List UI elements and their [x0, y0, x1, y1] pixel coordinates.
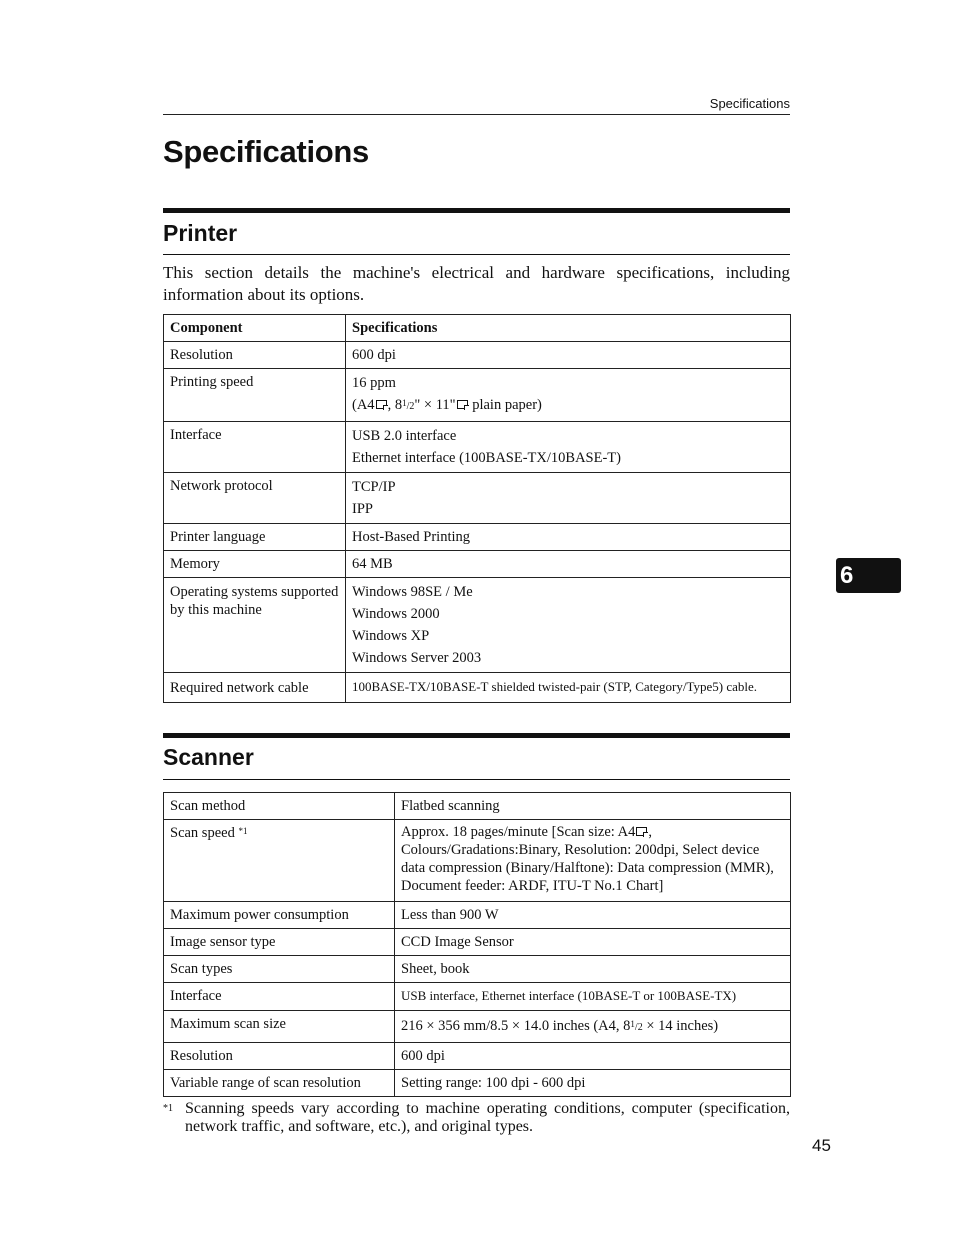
paper-feed-direction-icon: [457, 400, 468, 409]
spec-cell: [395, 1011, 791, 1043]
scanner-spec-table: [163, 792, 791, 1097]
spec-cell: Flatbed scanning: [395, 793, 791, 820]
spec-line: Windows 2000: [352, 606, 440, 622]
component-cell: Resolution: [164, 1043, 395, 1070]
spec-text: (A4: [352, 397, 375, 413]
printer-heading: Printer: [163, 220, 238, 246]
table-header-row: [164, 315, 791, 342]
table-row: [164, 369, 791, 422]
spec-line: IPP: [352, 501, 373, 517]
component-cell: Resolution: [164, 342, 346, 369]
fraction-numerator: 1: [630, 1019, 635, 1029]
spec-text: " × 11": [414, 397, 456, 413]
table-row: [164, 551, 791, 578]
table-row: [164, 524, 791, 551]
table-row: [164, 473, 791, 524]
spec-cell: [346, 369, 791, 422]
spec-cell: 100BASE-TX/10BASE-T shielded twisted-pair (STP, Category/Type5) cable.: [346, 673, 791, 703]
spec-cell: Host-Based Printing: [346, 524, 791, 551]
paper-feed-direction-icon: [636, 827, 647, 836]
table-row: [164, 578, 791, 673]
scanner-heading: Scanner: [163, 744, 254, 770]
spec-cell: Less than 900 W: [395, 902, 791, 929]
footnote-reference: *1: [238, 826, 248, 836]
spec-line: Windows XP: [352, 628, 430, 644]
spec-line: Windows 98SE / Me: [352, 584, 473, 600]
table-row: [164, 673, 791, 703]
printer-section-rule-top: [163, 208, 790, 213]
spec-cell: 600 dpi: [395, 1043, 791, 1070]
spec-cell: [346, 578, 791, 673]
spec-line: 16 ppm: [352, 375, 396, 391]
spec-cell: [346, 473, 791, 524]
component-cell: Maximum scan size: [164, 1011, 395, 1043]
fraction-denominator: /2: [406, 401, 415, 412]
header-rule: [163, 114, 790, 115]
spec-line: USB 2.0 interface: [352, 428, 457, 444]
component-text: Scan speed: [170, 825, 235, 841]
component-cell: [164, 820, 395, 902]
component-cell: Scan types: [164, 956, 395, 983]
scanner-section-rule-bottom: [163, 779, 790, 780]
scanner-section-rule-top: [163, 733, 790, 738]
page-number: 45: [812, 1136, 831, 1155]
spec-text: plain paper): [468, 397, 542, 413]
spec-cell: [395, 820, 791, 902]
printer-intro: This section details the machine's electrical and hardware specifications, including information about its options.: [163, 263, 790, 304]
spec-text: , Colours/Gradations:Binary, Resolution: 200dpi, Select device data compression (Binary/Halftone): Data compression (MMR), Document feeder: ARDF, ITU-T No.1 Chart]: [401, 824, 774, 894]
table-row: [164, 422, 791, 473]
page-title: Specifications: [163, 134, 369, 169]
fraction-numerator: 1: [402, 398, 407, 408]
spec-text: Approx. 18 pages/minute [Scan size: A4: [401, 824, 636, 840]
table-row: [164, 1043, 791, 1070]
component-cell: Memory: [164, 551, 346, 578]
table-row: [164, 1070, 791, 1097]
spec-cell: Setting range: 100 dpi - 600 dpi: [395, 1070, 791, 1097]
spec-text: 216 × 356 mm/8.5 × 14.0 inches (A4, 8: [401, 1018, 631, 1034]
component-cell: Variable range of scan resolution: [164, 1070, 395, 1097]
table-row: [164, 983, 791, 1011]
spec-line: TCP/IP: [352, 479, 396, 495]
column-header-component: Component: [164, 315, 346, 342]
spec-line: Windows Server 2003: [352, 650, 482, 666]
component-cell: Interface: [164, 422, 346, 473]
printer-spec-table: [163, 314, 791, 703]
table-row: [164, 929, 791, 956]
fraction-denominator: /2: [634, 1022, 643, 1033]
table-row: [164, 956, 791, 983]
component-cell: Printer language: [164, 524, 346, 551]
footnote-mark: *1: [163, 1103, 173, 1114]
component-cell: Maximum power consumption: [164, 902, 395, 929]
spec-cell: CCD Image Sensor: [395, 929, 791, 956]
footnote-text: Scanning speeds vary according to machine operating conditions, computer (specification, network traffic, and software, etc.), and original types.: [185, 1100, 790, 1135]
spec-text: × 14 inches): [642, 1018, 719, 1034]
spec-line: Ethernet interface (100BASE-TX/10BASE-T): [352, 450, 621, 466]
spec-text: , 8: [387, 397, 403, 413]
spec-line: [352, 394, 784, 418]
spec-cell: 600 dpi: [346, 342, 791, 369]
component-cell: Interface: [164, 983, 395, 1011]
running-head: Specifications: [709, 96, 790, 111]
component-cell: Image sensor type: [164, 929, 395, 956]
column-header-specifications: Specifications: [346, 315, 791, 342]
component-cell: Required network cable: [164, 673, 346, 703]
table-row: [164, 793, 791, 820]
component-cell: Network protocol: [164, 473, 346, 524]
spec-cell: USB interface, Ethernet interface (10BASE-T or 100BASE-TX): [395, 983, 791, 1011]
printer-section-rule-bottom: [163, 254, 790, 255]
chapter-tab: 6: [836, 558, 901, 593]
table-row: [164, 820, 791, 902]
table-row: [164, 1011, 791, 1043]
paper-feed-direction-icon: [376, 400, 387, 409]
component-cell: Printing speed: [164, 369, 346, 422]
spec-cell: [346, 422, 791, 473]
component-cell: Scan method: [164, 793, 395, 820]
footnote: [163, 1100, 790, 1136]
table-row: [164, 902, 791, 929]
component-cell: Operating systems supported by this machine: [164, 578, 346, 673]
spec-cell: 64 MB: [346, 551, 791, 578]
spec-cell: Sheet, book: [395, 956, 791, 983]
table-row: [164, 342, 791, 369]
